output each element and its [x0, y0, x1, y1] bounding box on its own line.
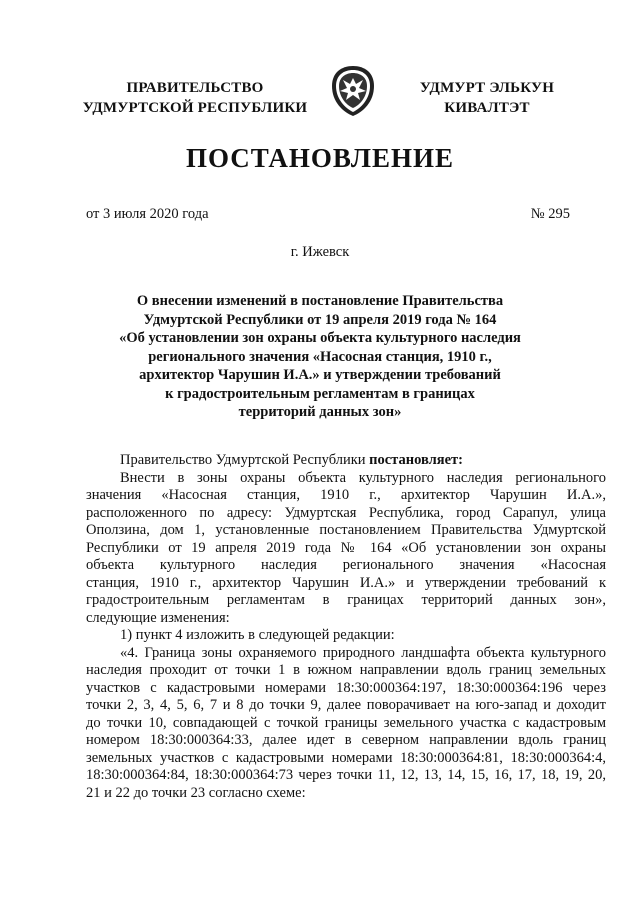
- paragraph-line: станция, 1910 г., архитектор Чарушин И.А.» и утверждении требований к: [86, 574, 606, 591]
- intro-text: Правительство Удмуртской Республики: [120, 452, 370, 468]
- paragraph-line: точки 2, 3, 4, 5, 6, 7 и 8 до точки 9, далее поворачивает на юго-запад и доходит: [86, 697, 606, 713]
- document-body: [86, 452, 606, 802]
- issuer-name-udmurt: [392, 78, 582, 118]
- paragraph-line: до точки 10, совпадающей с точкой границы земельного участка с кадастровым: [86, 714, 606, 731]
- issuer-line-1: ПРАВИТЕЛЬСТВО: [126, 80, 264, 96]
- issuer-udmurt-line-1: УДМУРТ ЭЛЬКУН: [419, 80, 555, 96]
- document-subject: [110, 292, 530, 422]
- document-date: от 3 июля 2020 года: [86, 206, 209, 222]
- subject-line: О внесении изменений в постановление Правительства: [136, 293, 504, 309]
- paragraph-line: 18:30:000364:84, 18:30:000364:73 через точки 11, 12, 13, 14, 15, 16, 17, 18, 19, 20,: [86, 767, 606, 783]
- subject-line: регионального значения «Насосная станция, 1910 г.,: [148, 348, 492, 365]
- paragraph-line: следующие изменения:: [86, 609, 230, 626]
- paragraph-line: Оползина, дом 1, установленные постановлением Правительства Удмуртской: [86, 522, 606, 538]
- amendment-item-1: 1) пункт 4 изложить в следующей редакции:: [120, 627, 395, 643]
- paragraph-line: расположенного по адресу: Удмуртская Республика, город Сарапул, улица: [86, 504, 606, 521]
- document-title: ПОСТАНОВЛЕНИЕ: [185, 143, 455, 173]
- paragraph-line: наследия проходит от точки 1 в южном направлении вдоль границ земельных: [86, 662, 606, 678]
- subject-line: к градостроительным регламентам в границах: [165, 385, 475, 402]
- issuer-name-russian: [70, 78, 320, 118]
- paragraph-line: значения «Насосная станция, 1910 г., архитектор Чарушин И.А.»,: [86, 487, 606, 503]
- issuer-line-2: УДМУРТСКОЙ РЕСПУБЛИКИ: [82, 100, 308, 116]
- paragraph-line: участков с кадастровыми номерами 18:30:000364:197, 18:30:000364:196 через: [86, 679, 606, 696]
- intro-bold-text: постановляет:: [369, 452, 463, 468]
- subject-line: территорий данных зон»: [238, 404, 402, 420]
- subject-line: «Об установлении зон охраны объекта культурного наследия: [119, 330, 521, 346]
- paragraph-line: Республики от 19 апреля 2019 года № 164 «Об установлении зон охраны: [86, 539, 606, 556]
- paragraph-line: 21 и 22 до точки 23 согласно схеме:: [86, 784, 306, 801]
- paragraph-line: номером 18:30:000364:33, далее идет в северном направлении вдоль границ: [86, 732, 606, 748]
- subject-line: архитектор Чарушин И.А.» и утверждении требований: [139, 367, 501, 383]
- paragraph-line: «4. Граница зоны охраняемого природного ландшафта объекта культурного: [120, 644, 606, 661]
- paragraph-line: градостроительным регламентам в границах территорий данных зон»,: [86, 592, 606, 608]
- paragraph-line: Внести в зоны охраны объекта культурного наследия регионального: [120, 469, 606, 486]
- document-city: г. Ижевск: [290, 244, 350, 260]
- paragraph-line: земельных участков с кадастровыми номерами 18:30:000364:81, 18:30:000364:4,: [86, 749, 606, 766]
- udmurt-coat-of-arms-icon: [330, 64, 376, 118]
- resolution-intro: [86, 452, 606, 470]
- document-number: № 295: [530, 206, 570, 222]
- paragraph-line: объекта культурного наследия регионального значения «Насосная: [86, 557, 606, 573]
- subject-line: Удмуртской Республики от 19 апреля 2019 года № 164: [143, 311, 497, 328]
- issuer-udmurt-line-2: КИВАЛТЭТ: [444, 100, 530, 116]
